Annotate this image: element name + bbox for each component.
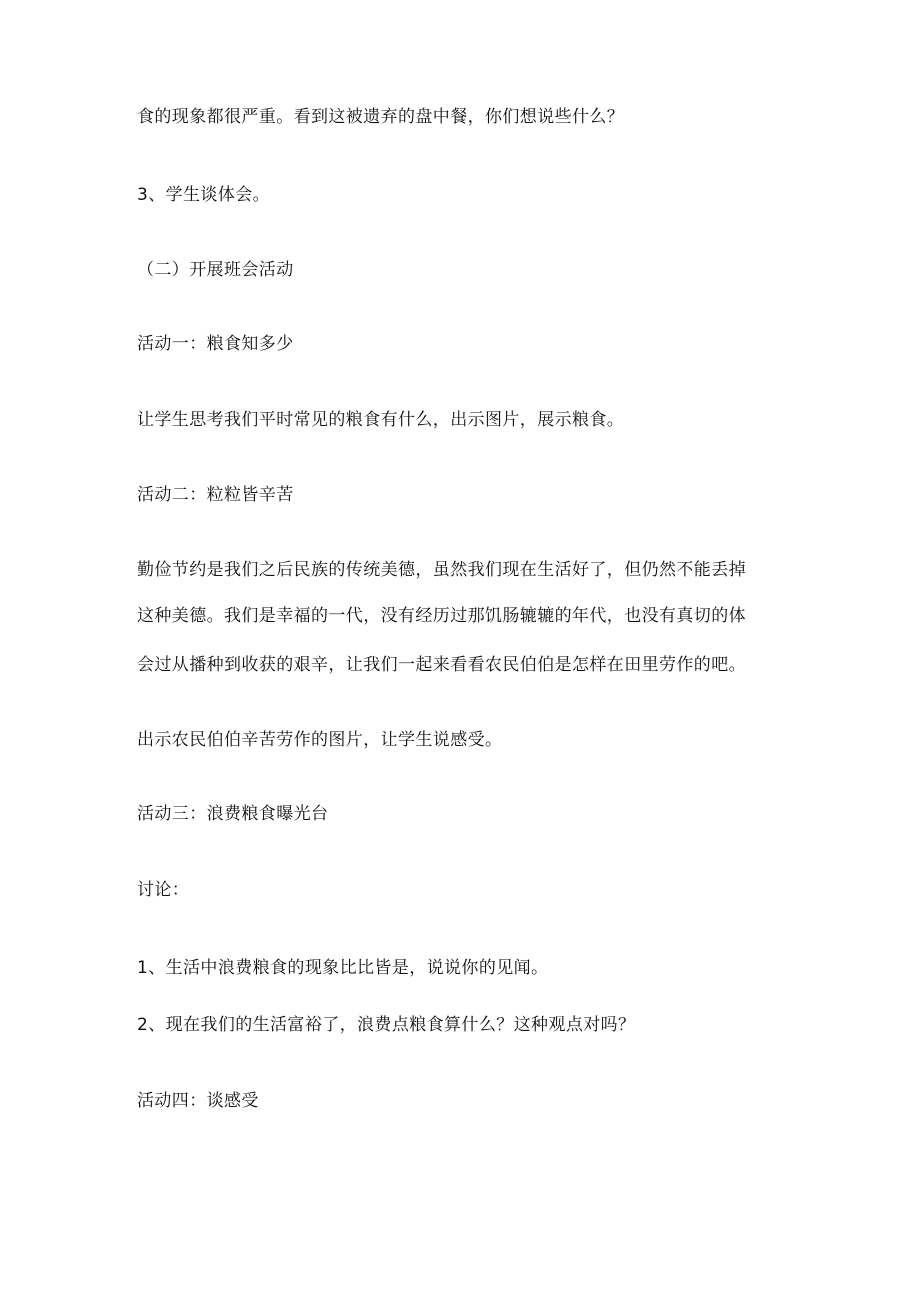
activity-heading: 活动三：浪费粮食曝光台 xyxy=(137,804,329,824)
paragraph-line: 出示农民伯伯辛苦劳作的图片，让学生说感受。 xyxy=(137,730,503,750)
list-item: 1、生活中浪费粮食的现象比比皆是，说说你的见闻。 xyxy=(137,958,549,978)
paragraph-line: 食的现象都很严重。看到这被遗弃的盘中餐，你们想说些什么？ xyxy=(137,107,625,127)
list-item: 2、现在我们的生活富裕了，浪费点粮食算什么？这种观点对吗？ xyxy=(137,1015,636,1035)
section-heading: （二）开展班会活动 xyxy=(137,260,294,280)
paragraph-line: 讨论： xyxy=(137,880,190,900)
paragraph-line: 会过从播种到收获的艰辛，让我们一起来看看农民伯伯是怎样在田里劳作的吧。 xyxy=(137,655,746,675)
paragraph-line: 勤俭节约是我们之后民族的传统美德，虽然我们现在生活好了，但仍然不能丢掉 xyxy=(137,560,746,580)
paragraph-line: 3、学生谈体会。 xyxy=(137,185,271,205)
paragraph-line: 这种美德。我们是幸福的一代，没有经历过那饥肠辘辘的年代，也没有真切的体 xyxy=(137,606,746,626)
paragraph-line: 让学生思考我们平时常见的粮食有什么，出示图片，展示粮食。 xyxy=(137,410,625,430)
activity-heading: 活动二：粒粒皆辛苦 xyxy=(137,485,294,505)
activity-heading: 活动一：粮食知多少 xyxy=(137,334,294,354)
activity-heading: 活动四：谈感受 xyxy=(137,1091,259,1111)
